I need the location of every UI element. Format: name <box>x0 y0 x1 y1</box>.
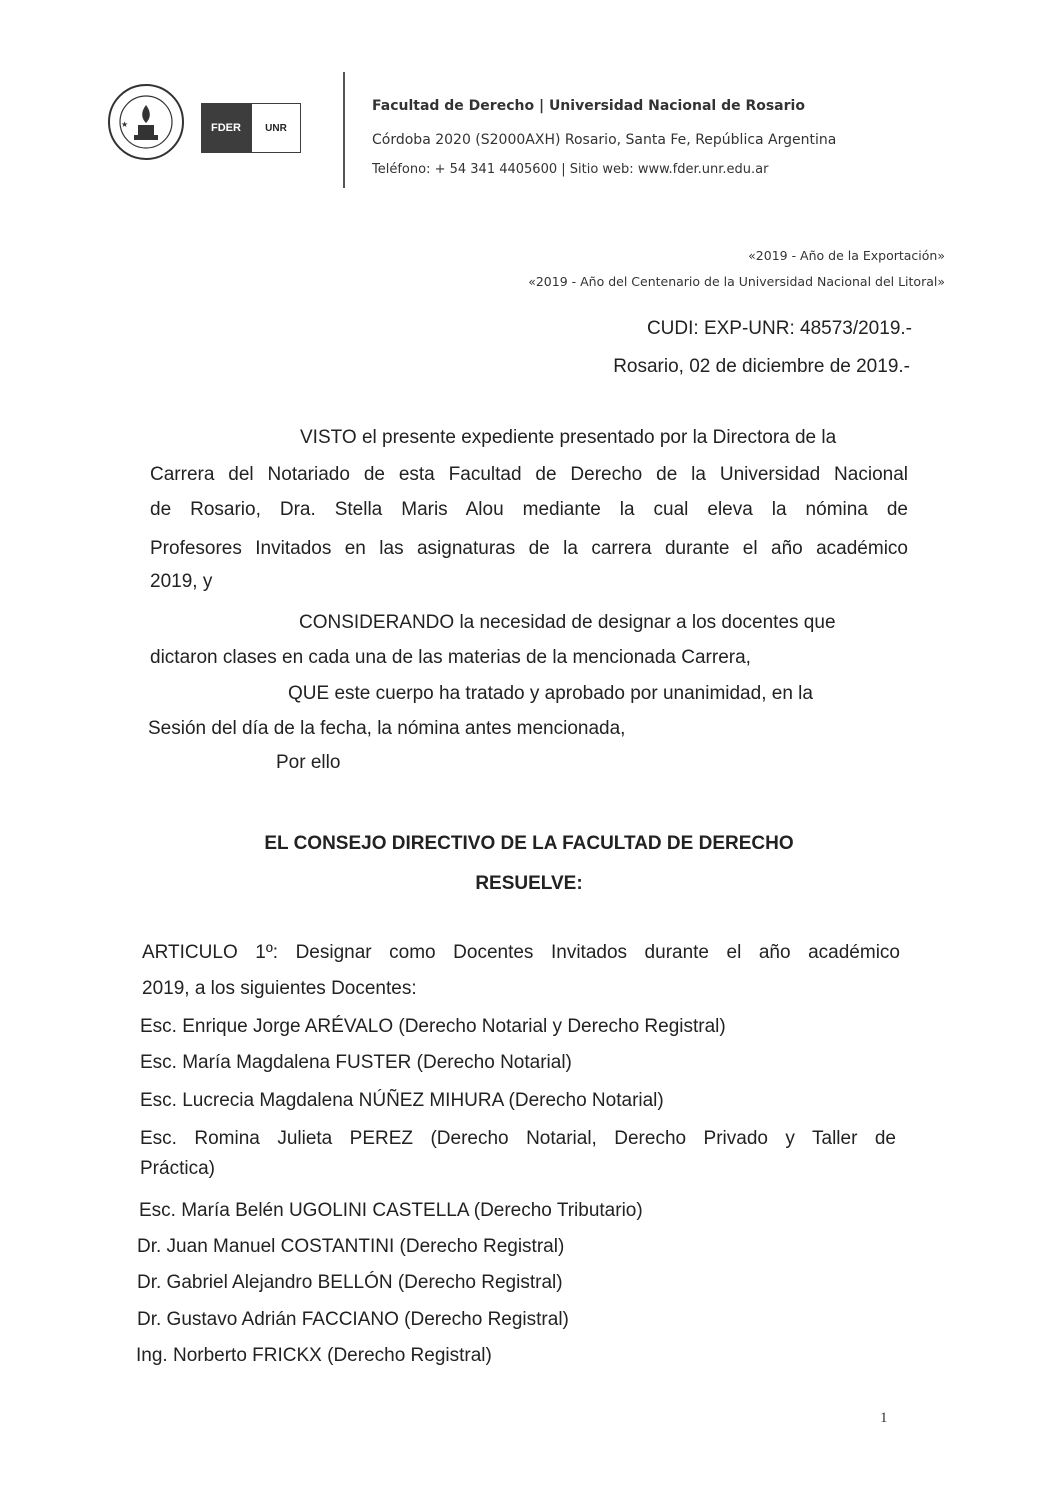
visto-line-3: de Rosario, Dra. Stella Maris Alou mediante la cual eleva la nómina de <box>150 499 908 520</box>
unr-logo: UNR <box>251 103 301 153</box>
header-divider <box>343 72 345 188</box>
place-date: Rosario, 02 de diciembre de 2019.- <box>613 356 910 377</box>
svg-text:★: ★ <box>121 120 129 129</box>
year-motto-1: «2019 - Año de la Exportación» <box>748 248 945 263</box>
teacher-item: Dr. Juan Manuel COSTANTINI (Derecho Registral) <box>137 1236 565 1257</box>
article-1-line-1: ARTICULO 1º: Designar como Docentes Invitados durante el año académico <box>142 942 900 963</box>
por-ello: Por ello <box>276 752 341 773</box>
teacher-item: Esc. Lucrecia Magdalena NÚÑEZ MIHURA (Derecho Notarial) <box>140 1090 664 1111</box>
council-heading: EL CONSEJO DIRECTIVO DE LA FACULTAD DE DERECHO <box>264 833 794 854</box>
que-line-1: QUE este cuerpo ha tratado y aprobado por unanimidad, en la <box>288 683 813 704</box>
year-motto-2: «2019 - Año del Centenario de la Universidad Nacional del Litoral» <box>528 274 945 289</box>
institution-address: Córdoba 2020 (S2000AXH) Rosario, Santa Fe, República Argentina <box>372 132 837 148</box>
que-line-2: Sesión del día de la fecha, la nómina antes mencionada, <box>148 718 626 739</box>
visto-line-2: Carrera del Notariado de esta Facultad de Derecho de la Universidad Nacional <box>150 464 908 485</box>
considerando-line-1: CONSIDERANDO la necesidad de designar a los docentes que <box>299 612 836 633</box>
teacher-item-continued: Práctica) <box>140 1158 215 1179</box>
teacher-item: Dr. Gabriel Alejandro BELLÓN (Derecho Registral) <box>137 1272 563 1293</box>
cudi-reference: CUDI: EXP-UNR: 48573/2019.- <box>646 318 912 339</box>
visto-line-5: 2019, y <box>150 571 213 592</box>
institution-name: Facultad de Derecho | Universidad Nacional de Rosario <box>372 98 805 114</box>
teacher-item: Ing. Norberto FRICKX (Derecho Registral) <box>136 1345 492 1366</box>
teacher-item: Esc. Enrique Jorge ARÉVALO (Derecho Notarial y Derecho Registral) <box>140 1016 726 1037</box>
visto-line-1: VISTO el presente expediente presentado por la Directora de la <box>300 427 837 448</box>
visto-line-4: Profesores Invitados en las asignaturas de la carrera durante el año académico <box>150 538 908 559</box>
university-seal-logo <box>107 83 185 161</box>
teacher-item: Esc. Romina Julieta PEREZ (Derecho Notarial, Derecho Privado y Taller de <box>140 1128 896 1149</box>
teacher-item: Esc. María Belén UGOLINI CASTELLA (Derecho Tributario) <box>139 1200 643 1221</box>
page-number: 1 <box>880 1410 888 1426</box>
considerando-line-2: dictaron clases en cada una de las materias de la mencionada Carrera, <box>150 647 751 668</box>
teacher-item: Esc. María Magdalena FUSTER (Derecho Notarial) <box>140 1052 572 1073</box>
article-1-line-2: 2019, a los siguientes Docentes: <box>142 978 417 999</box>
fder-logo: FDER <box>201 103 251 153</box>
institution-contact: Teléfono: + 54 341 4405600 | Sitio web: www.fder.unr.edu.ar <box>372 162 769 177</box>
teacher-item: Dr. Gustavo Adrián FACCIANO (Derecho Registral) <box>137 1309 569 1330</box>
resuelve-heading: RESUELVE: <box>475 873 583 894</box>
